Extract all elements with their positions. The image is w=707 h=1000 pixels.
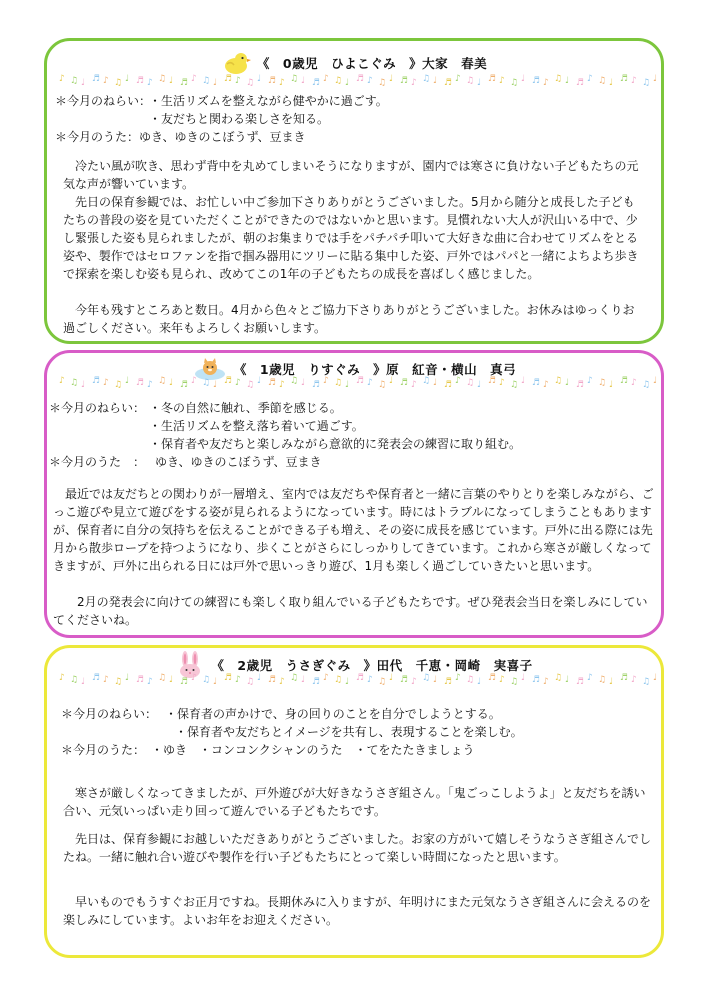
music-note-icon: ♩: [125, 74, 130, 84]
music-note-icon: ♪: [103, 76, 109, 86]
music-note-border: [59, 376, 658, 390]
music-note-icon: ♬: [136, 675, 145, 685]
music-note-icon: ♩: [389, 376, 394, 386]
music-note-icon: ♩: [257, 376, 262, 386]
goal-item: ・保育者や友だちとイメージを共有し、表現することを楽しむ。: [175, 725, 523, 739]
music-note-icon: ♩: [521, 673, 526, 683]
music-note-icon: ♫: [422, 376, 431, 386]
music-note-icon: ♩: [301, 378, 306, 388]
music-note-border: [59, 673, 658, 687]
music-note-icon: ♪: [147, 677, 153, 687]
music-note-icon: ♪: [103, 378, 109, 388]
song-label: ＊今月のうた：: [61, 743, 146, 757]
goals-label: ＊今月のねらい：: [49, 401, 146, 415]
goal-item: ・保育者や友だちと楽しみながら意欲的に発表会の練習に取り組む。: [149, 437, 522, 451]
music-note-icon: ♪: [59, 376, 65, 386]
music-note-icon: ♬: [356, 74, 365, 84]
music-note-icon: ♬: [576, 380, 585, 390]
music-note-icon: ♪: [455, 673, 461, 683]
music-note-icon: ♪: [367, 675, 373, 685]
music-note-icon: ♪: [235, 675, 241, 685]
music-note-icon: ♫: [378, 78, 387, 88]
paragraph: 先日は、保育参観にお越しいただきありがとうございました。お家の方がいて嬉しそうなうさぎ組さんでしたね。一緒に触れ合い遊びや製作を行い子どもたちにとって楽しい時間になったと思います。: [63, 832, 652, 864]
music-note-icon: ♫: [290, 74, 299, 84]
music-note-icon: ♩: [301, 675, 306, 685]
music-note-icon: ♬: [136, 378, 145, 388]
music-note-icon: ♬: [268, 675, 277, 685]
music-note-icon: ♬: [620, 673, 629, 683]
music-note-icon: ♪: [411, 677, 417, 687]
music-note-icon: ♩: [257, 74, 262, 84]
music-note-icon: ♩: [169, 76, 174, 86]
music-note-icon: ♫: [598, 378, 607, 388]
music-note-icon: ♩: [213, 380, 218, 390]
music-note-icon: ♫: [246, 380, 255, 390]
music-note-icon: ♪: [191, 74, 197, 84]
music-note-icon: ♩: [257, 673, 262, 683]
music-note-icon: ♫: [598, 76, 607, 86]
music-note-icon: ♫: [202, 76, 211, 86]
music-note-icon: ♫: [70, 76, 79, 86]
goal-item: ・友だちと関わる楽しさを知る。: [149, 112, 330, 126]
music-note-icon: ♩: [169, 378, 174, 388]
music-note-icon: ♬: [400, 76, 409, 86]
music-note-icon: ♬: [180, 380, 189, 390]
music-note-icon: ♪: [323, 74, 329, 84]
music-note-icon: ♪: [587, 74, 593, 84]
music-note-icon: ♪: [191, 673, 197, 683]
music-note-icon: ♪: [587, 376, 593, 386]
goals-label: ＊今月のねらい：: [61, 707, 158, 721]
music-note-icon: ♫: [378, 380, 387, 390]
music-note-icon: ♬: [180, 78, 189, 88]
music-note-icon: ♬: [312, 78, 321, 88]
music-note-icon: ♩: [213, 677, 218, 687]
section-1-year-squirrel: [44, 350, 664, 638]
music-note-icon: ♬: [576, 677, 585, 687]
music-note-icon: ♪: [191, 376, 197, 386]
section-title-text: 《 0歳児 ひよこぐみ 》大家 春美: [256, 56, 488, 71]
music-note-icon: ♬: [224, 74, 233, 84]
music-note-icon: ♩: [653, 673, 658, 683]
music-note-icon: ♬: [180, 677, 189, 687]
music-note-icon: ♫: [202, 378, 211, 388]
music-note-icon: ♫: [290, 376, 299, 386]
music-note-icon: ♬: [532, 675, 541, 685]
music-note-icon: ♩: [213, 78, 218, 88]
music-note-icon: ♬: [224, 376, 233, 386]
music-note-icon: ♩: [565, 76, 570, 86]
music-note-icon: ♩: [125, 673, 130, 683]
paragraph: 今年も残すところあと数日。4月から色々とご協力下さりありがとうございました。お休みはゆっくりお過ごしください。来年もよろしくお願いします。: [63, 303, 635, 335]
music-note-icon: ♩: [345, 78, 350, 88]
paragraph: 冷たい風が吹き、思わず背中を丸めてしまいそうになりますが、園内では寒さに負けない子どもたちの元気な声が響いています。: [63, 159, 639, 191]
music-note-icon: ♩: [81, 380, 86, 390]
music-note-icon: ♪: [279, 78, 285, 88]
music-note-icon: ♪: [59, 673, 65, 683]
music-note-icon: ♪: [235, 378, 241, 388]
music-note-icon: ♩: [477, 78, 482, 88]
music-note-icon: ♪: [455, 376, 461, 386]
music-note-icon: ♪: [499, 76, 505, 86]
music-note-icon: ♫: [114, 677, 123, 687]
music-note-icon: ♫: [378, 677, 387, 687]
music-note-icon: ♪: [543, 380, 549, 390]
music-note-icon: ♬: [224, 673, 233, 683]
music-note-icon: ♩: [609, 677, 614, 687]
music-note-icon: ♩: [521, 74, 526, 84]
music-note-icon: ♪: [587, 673, 593, 683]
music-note-icon: ♪: [631, 76, 637, 86]
music-note-icon: ♫: [70, 378, 79, 388]
music-note-icon: ♫: [70, 675, 79, 685]
music-note-icon: ♬: [92, 74, 101, 84]
music-note-icon: ♫: [598, 675, 607, 685]
music-note-icon: ♪: [543, 677, 549, 687]
music-note-icon: ♬: [532, 378, 541, 388]
music-note-icon: ♫: [466, 675, 475, 685]
music-note-icon: ♬: [444, 380, 453, 390]
music-note-icon: ♫: [334, 378, 343, 388]
paragraph: 最近では友だちとの関わりが一層増え、室内では友だちや保育者と一緒に言葉のやりとりを楽しみながら、ごっこ遊びや見立て遊びをする姿が見られるようになっています。時にはトラブルになってしまうこともありますが、保育者に自分の気持ちを伝えることができる子も増え、その姿に成長を感じています。戸外に出る際には先月から散歩ロープを持つようになり、歩くことがさらにしっかりしてきています。これから寒さが厳しくなってきますが、戸外に出られる日には戸外で思いっきり遊び、1月も楽しく過ごしていきたいと思います。: [53, 487, 654, 573]
music-note-icon: ♪: [543, 78, 549, 88]
music-note-icon: ♬: [444, 677, 453, 687]
music-note-icon: ♪: [367, 76, 373, 86]
music-note-icon: ♩: [389, 673, 394, 683]
song-label: ＊今月のうた ：: [49, 455, 146, 469]
music-note-icon: ♬: [268, 76, 277, 86]
music-note-icon: ♫: [642, 78, 651, 88]
music-note-icon: ♫: [202, 675, 211, 685]
music-note-icon: ♩: [433, 76, 438, 86]
music-note-icon: ♪: [631, 675, 637, 685]
music-note-icon: ♬: [92, 673, 101, 683]
music-note-icon: ♬: [444, 78, 453, 88]
music-note-icon: ♬: [576, 78, 585, 88]
music-note-icon: ♫: [334, 675, 343, 685]
goal-item: ・生活リズムを整え落ち着いて過ごす。: [149, 419, 364, 433]
music-note-icon: ♫: [114, 78, 123, 88]
music-note-icon: ♫: [422, 673, 431, 683]
music-note-icon: ♫: [554, 673, 563, 683]
section-0-year-chick: [44, 38, 664, 344]
music-note-icon: ♫: [246, 78, 255, 88]
paragraph: 寒さが厳しくなってきましたが、戸外遊びが大好きなうさぎ組さん。「鬼ごっこしようよ」と友だちを誘い合い、元気いっぱい走り回って遊んでいる子どもたちです。: [63, 786, 646, 818]
music-note-icon: ♬: [400, 378, 409, 388]
music-note-border: [59, 74, 658, 88]
music-note-icon: ♪: [279, 380, 285, 390]
music-note-icon: ♪: [455, 74, 461, 84]
music-note-icon: ♫: [158, 376, 167, 386]
music-note-icon: ♫: [290, 673, 299, 683]
music-note-icon: ♪: [367, 378, 373, 388]
music-note-icon: ♬: [268, 378, 277, 388]
music-note-icon: ♩: [345, 380, 350, 390]
section-title-text: 《 1歳児 りすぐみ 》原 紅音・横山 真弓: [233, 362, 517, 377]
music-note-icon: ♩: [433, 378, 438, 388]
music-note-icon: ♩: [345, 677, 350, 687]
music-note-icon: ♬: [488, 376, 497, 386]
music-note-icon: ♩: [477, 677, 482, 687]
music-note-icon: ♩: [653, 74, 658, 84]
music-note-icon: ♫: [466, 76, 475, 86]
music-note-icon: ♬: [92, 376, 101, 386]
music-note-icon: ♪: [235, 76, 241, 86]
music-note-icon: ♪: [147, 380, 153, 390]
music-note-icon: ♪: [279, 677, 285, 687]
music-note-icon: ♬: [532, 76, 541, 86]
music-note-icon: ♪: [323, 673, 329, 683]
music-note-icon: ♫: [554, 74, 563, 84]
music-note-icon: ♪: [411, 78, 417, 88]
music-note-icon: ♪: [499, 675, 505, 685]
music-note-icon: ♪: [103, 675, 109, 685]
goal-item: ・生活リズムを整えながら健やかに過ごす。: [149, 94, 388, 108]
music-note-icon: ♫: [466, 378, 475, 388]
goal-item: ・保育者の声かけで、身の回りのことを自分でしようとする。: [165, 707, 501, 721]
music-note-icon: ♫: [510, 380, 519, 390]
music-note-icon: ♩: [389, 74, 394, 84]
music-note-icon: ♬: [400, 675, 409, 685]
paragraph: 早いものでもうすぐお正月ですね。長期休みに入りますが、年明けにまた元気なうさぎ組さんに会えるのを楽しみにしています。よいお年をお迎えください。: [63, 895, 652, 927]
music-note-icon: ♫: [158, 673, 167, 683]
music-note-icon: ♩: [565, 378, 570, 388]
music-note-icon: ♩: [609, 380, 614, 390]
music-note-icon: ♬: [136, 76, 145, 86]
music-note-icon: ♪: [323, 376, 329, 386]
section-title: [47, 51, 661, 78]
music-note-icon: ♫: [642, 677, 651, 687]
music-note-icon: ♬: [620, 74, 629, 84]
music-note-icon: ♬: [488, 673, 497, 683]
paragraph: 2月の発表会に向けての練習にも楽しく取り組んでいる子どもたちです。ぜひ発表会当日を楽しみにしていてくださいね。: [53, 595, 648, 627]
music-note-icon: ♫: [642, 380, 651, 390]
music-note-icon: ♫: [422, 74, 431, 84]
music-note-icon: ♩: [81, 78, 86, 88]
music-note-icon: ♫: [510, 78, 519, 88]
song-value: ゆき、ゆきのこぼうず、豆まき: [155, 455, 322, 469]
paragraph: 先日の保育参観では、お忙しい中ご参加下さりありがとうございました。5月から随分と成長した子どもたちの普段の姿を見ていただくことができたのではないかと思います。見慣れない大人が沢山いる中で、少し緊張した姿も見られましたが、朝のお集まりでは手をパチパチ叩いて大好きな曲に合わせてリズムをとる姿や、製作ではセロファンを指で掴み器用にツリーに貼る集中した姿、戸外ではパパと一緒によちよち歩きで探索を楽しむ姿も見られ、改めてこの1年の子どもたちの成長を喜ばしく感じました。: [63, 195, 639, 281]
music-note-icon: ♪: [499, 378, 505, 388]
music-note-icon: ♩: [169, 675, 174, 685]
music-note-icon: ♩: [125, 376, 130, 386]
music-note-icon: ♩: [565, 675, 570, 685]
music-note-icon: ♬: [488, 74, 497, 84]
song-line: ＊今月のうた：ゆき、ゆきのこぼうず、豆まき: [55, 130, 306, 144]
music-note-icon: ♫: [334, 76, 343, 86]
music-note-icon: ♩: [609, 78, 614, 88]
music-note-icon: ♩: [81, 677, 86, 687]
section-2-year-rabbit: [44, 645, 664, 958]
music-note-icon: ♫: [158, 74, 167, 84]
section-title-text: 《 2歳児 うさぎぐみ 》田代 千恵・岡崎 実喜子: [211, 658, 533, 673]
goal-item: ・冬の自然に触れ、季節を感じる。: [149, 401, 342, 415]
music-note-icon: ♫: [114, 380, 123, 390]
music-note-icon: ♬: [356, 673, 365, 683]
goals-label: ＊今月のねらい：: [55, 94, 152, 108]
music-note-icon: ♩: [653, 376, 658, 386]
music-note-icon: ♪: [147, 78, 153, 88]
music-note-icon: ♪: [411, 380, 417, 390]
music-note-icon: ♩: [433, 675, 438, 685]
music-note-icon: ♪: [59, 74, 65, 84]
music-note-icon: ♬: [620, 376, 629, 386]
music-note-icon: ♫: [510, 677, 519, 687]
music-note-icon: ♫: [246, 677, 255, 687]
music-note-icon: ♩: [477, 380, 482, 390]
music-note-icon: ♫: [554, 376, 563, 386]
music-note-icon: ♩: [521, 376, 526, 386]
music-note-icon: ♬: [312, 380, 321, 390]
music-note-icon: ♩: [301, 76, 306, 86]
song-value: ・ゆき ・コンコンクシャンのうた ・てをたたきましょう: [151, 743, 475, 757]
music-note-icon: ♬: [312, 677, 321, 687]
music-note-icon: ♪: [631, 378, 637, 388]
music-note-icon: ♬: [356, 376, 365, 386]
